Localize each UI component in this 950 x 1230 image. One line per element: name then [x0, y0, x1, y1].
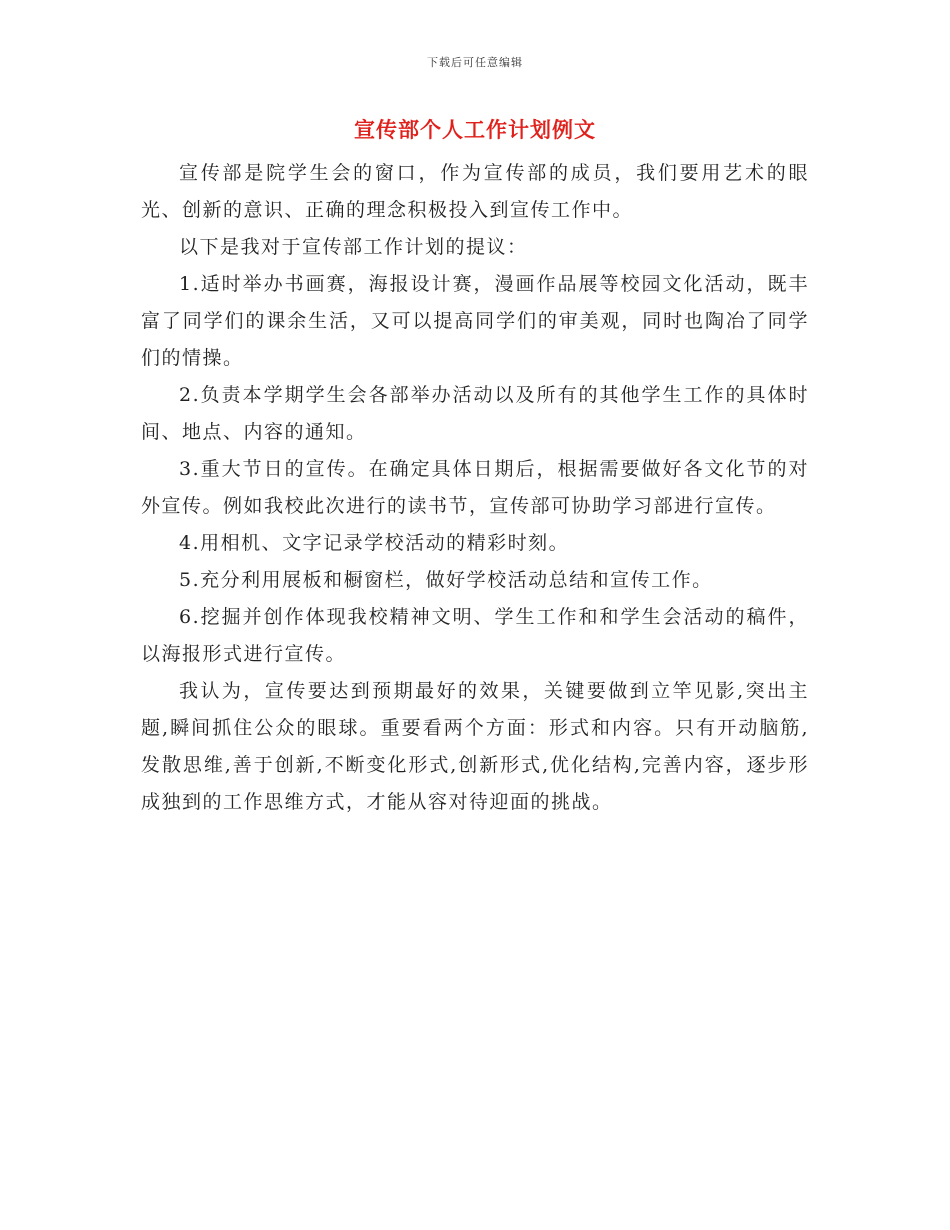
paragraph-conclusion: 我认为，宣传要达到预期最好的效果，关键要做到立竿见影,突出主题,瞬间抓住公众的眼球。重要看两个方面：形式和内容。只有开动脑筋,发散思维,善于创新,不断变化形式,创新形式,优化结构,完善内容，逐步形成独到的工作思维方式，才能从容对待迎面的挑战。: [141, 680, 809, 813]
paragraph-proposal-lead: 以下是我对于宣传部工作计划的提议：: [179, 236, 528, 258]
document-body: [141, 155, 809, 821]
list-item: 4.用相机、文字记录学校活动的精彩时刻。: [179, 532, 570, 554]
list-item: 2.负责本学期学生会各部举办活动以及所有的其他学生工作的具体时间、地点、内容的通知。: [141, 384, 809, 443]
document-title: 宣传部个人工作计划例文: [354, 117, 596, 142]
header-note: 下载后可任意编辑: [427, 56, 523, 69]
list-item: 3.重大节日的宣传。在确定具体日期后，根据需要做好各文化节的对外宣传。例如我校此次进行的读书节，宣传部可协助学习部进行宣传。: [141, 458, 809, 517]
list-item: 1.适时举办书画赛，海报设计赛，漫画作品展等校园文化活动，既丰富了同学们的课余生活，又可以提高同学们的审美观，同时也陶冶了同学们的情操。: [141, 273, 809, 369]
list-item: 6.挖掘并创作体现我校精神文明、学生工作和和学生会活动的稿件，以海报形式进行宣传。: [141, 606, 809, 665]
paragraph-intro: 宣传部是院学生会的窗口，作为宣传部的成员，我们要用艺术的眼光、创新的意识、正确的理念积极投入到宣传工作中。: [141, 162, 809, 221]
list-item: 5.充分利用展板和橱窗栏，做好学校活动总结和宣传工作。: [179, 569, 713, 591]
